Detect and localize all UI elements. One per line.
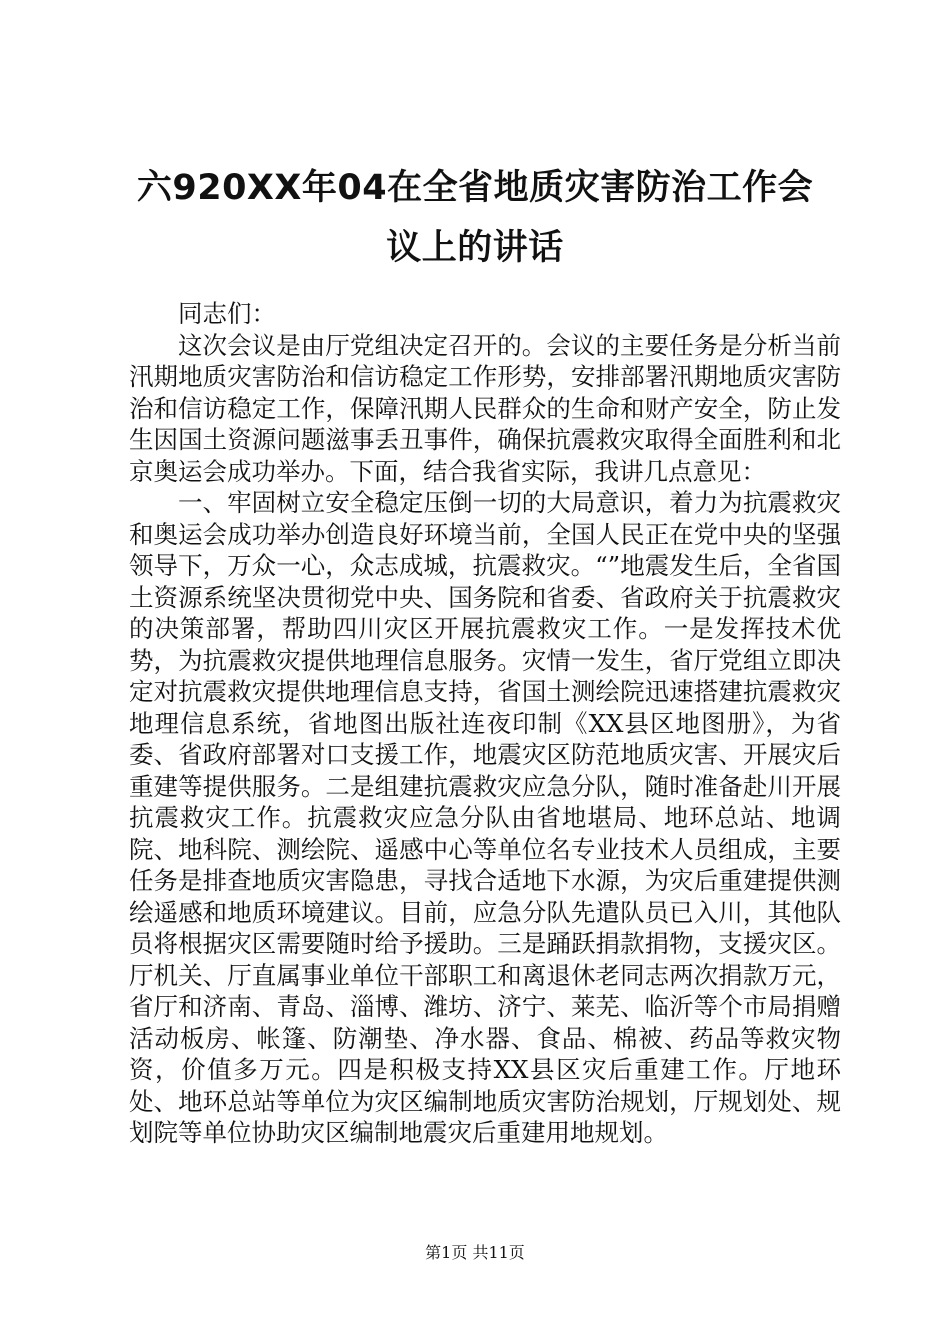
document-title: 六920XX年04在全省地质灾害防治工作会议上的讲话: [136, 168, 814, 268]
page-footer: 第1页 共11页: [425, 1243, 525, 1262]
document-body: [129, 298, 841, 1149]
paragraph-intro: 这次会议是由厅党组决定召开的。会议的主要任务是分析当前汛期地质灾害防治和信访稳定工作形势，安排部署汛期地质灾害防治和信访稳定工作，保障汛期人民群众的生命和财产安全，防止发生因国土资源问题滋事丢丑事件，确保抗震救灾取得全面胜利和北京奥运会成功举办。下面，结合我省实际，我讲几点意见：: [129, 330, 841, 486]
salutation: 同志们：: [178, 299, 276, 328]
paragraph-section-one: 一、牢固树立安全稳定压倒一切的大局意识，着力为抗震救灾和奥运会成功举办创造良好环境当前，全国人民正在党中央的坚强领导下，万众一心，众志成城，抗震救灾。“”地震发生后，全省国土资源系统坚决贯彻党中央、国务院和省委、省政府关于抗震救灾的决策部署，帮助四川灾区开展抗震救灾工作。一是发挥技术优势，为抗震救灾提供地理信息服务。灾情一发生，省厅党组立即决定对抗震救灾提供地理信息支持，省国土测绘院迅速搭建抗震救灾地理信息系统，省地图出版社连夜印制《XX县区地图册》，为省委、省政府部署对口支援工作，地震灾区防范地质灾害、开展灾后重建等提供服务。二是组建抗震救灾应急分队，随时准备赴川开展抗震救灾工作。抗震救灾应急分队由省地堪局、地环总站、地调院、地科院、测绘院、遥感中心等单位名专业技术人员组成，主要任务是排查地质灾害隐患，寻找合适地下水源，为灾后重建提供测绘遥感和地质环境建议。目前，应急分队先遣队员已入川，其他队员将根据灾区需要随时给予援助。三是踊跃捐款捐物，支援灾区。厅机关、厅直属事业单位干部职工和离退休老同志两次捐款万元，省厅和济南、青岛、淄博、潍坊、济宁、莱芜、临沂等个市局捐赠活动板房、帐篷、防潮垫、净水器、食品、棉被、药品等救灾物资，价值多万元。四是积极支持XX县区灾后重建工作。厅地环处、地环总站等单位为灾区编制地质灾害防治规划，厅规划处、规划院等单位协助灾区编制地震灾后重建用地规划。: [129, 488, 841, 1147]
